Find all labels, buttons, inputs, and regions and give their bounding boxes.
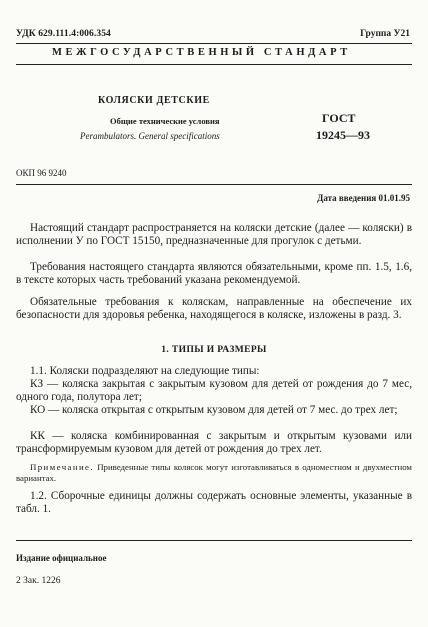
gost-number: 19245—93 [316,128,370,142]
note-label: Примечание. [30,462,94,472]
intro-paragraph-safety: Обязательные требования к коляскам, направленные на обеспечение их безопасности для здоровья ребенка, находящегося в коляске, изложены в разд. 3. [16,296,412,321]
note-text: Приведенные типы колясок могут изготавливаться в одноместном и двухместном вариантах. [16,462,412,483]
official-edition-label: Издание официальное [16,553,107,563]
section-heading: 1. ТИПЫ И РАЗМЕРЫ [161,345,267,355]
header-rule-top [16,43,412,44]
type-kz-paragraph: КЗ — коляска закрытая с закрытым кузовом для детей от рождения до 7 мес, одного года, полутора лет; [16,378,412,403]
footer-rule [16,540,412,541]
paragraph-1-2: 1.2. Сборочные единицы должны содержать основные элементы, указанные в табл. 1. [16,490,412,515]
note-paragraph [16,462,412,484]
introduction-date: Дата введения 01.01.95 [317,193,410,203]
okp-code: ОКП 96 9240 [16,168,67,178]
intro-paragraph-requirements: Требования настоящего стандарта являются обязательными, кроме пп. 1.5, 1.6, в тексте которых часть требований указана рекомендуемой. [16,261,412,286]
okp-rule [16,184,412,185]
type-ko-paragraph: КО — коляска открытая с открытым кузовом для детей от 7 мес. до трех лет; [30,404,398,416]
document-title: КОЛЯСКИ ДЕТСКИЕ [98,95,210,106]
header-rule-bottom [16,64,412,65]
group-code: Группа У21 [360,29,410,39]
document-english-title: Perambulators. General specifications [80,131,220,141]
intro-paragraph-scope: Настоящий стандарт распространяется на коляски детские (далее — коляски) в исполнении У по ГОСТ 15150, предназначенные для прогулок с детьми. [16,222,412,247]
standard-type-title: МЕЖГОСУДАРСТВЕННЫЙ СТАНДАРТ [52,47,351,58]
udk-code: УДК 629.111.4:006.354 [16,29,111,39]
order-number: 2 Зак. 1226 [16,576,61,586]
paragraph-1-1: 1.1. Коляски подразделяют на следующие типы: [30,365,260,377]
gost-label: ГОСТ [322,111,356,125]
type-kk-paragraph: КК — коляска комбинированная с закрытым и открытым кузовами или трансформируемым кузовом для детей от рождения до трех лет. [16,430,412,455]
document-subtitle: Общие технические условия [110,116,220,126]
